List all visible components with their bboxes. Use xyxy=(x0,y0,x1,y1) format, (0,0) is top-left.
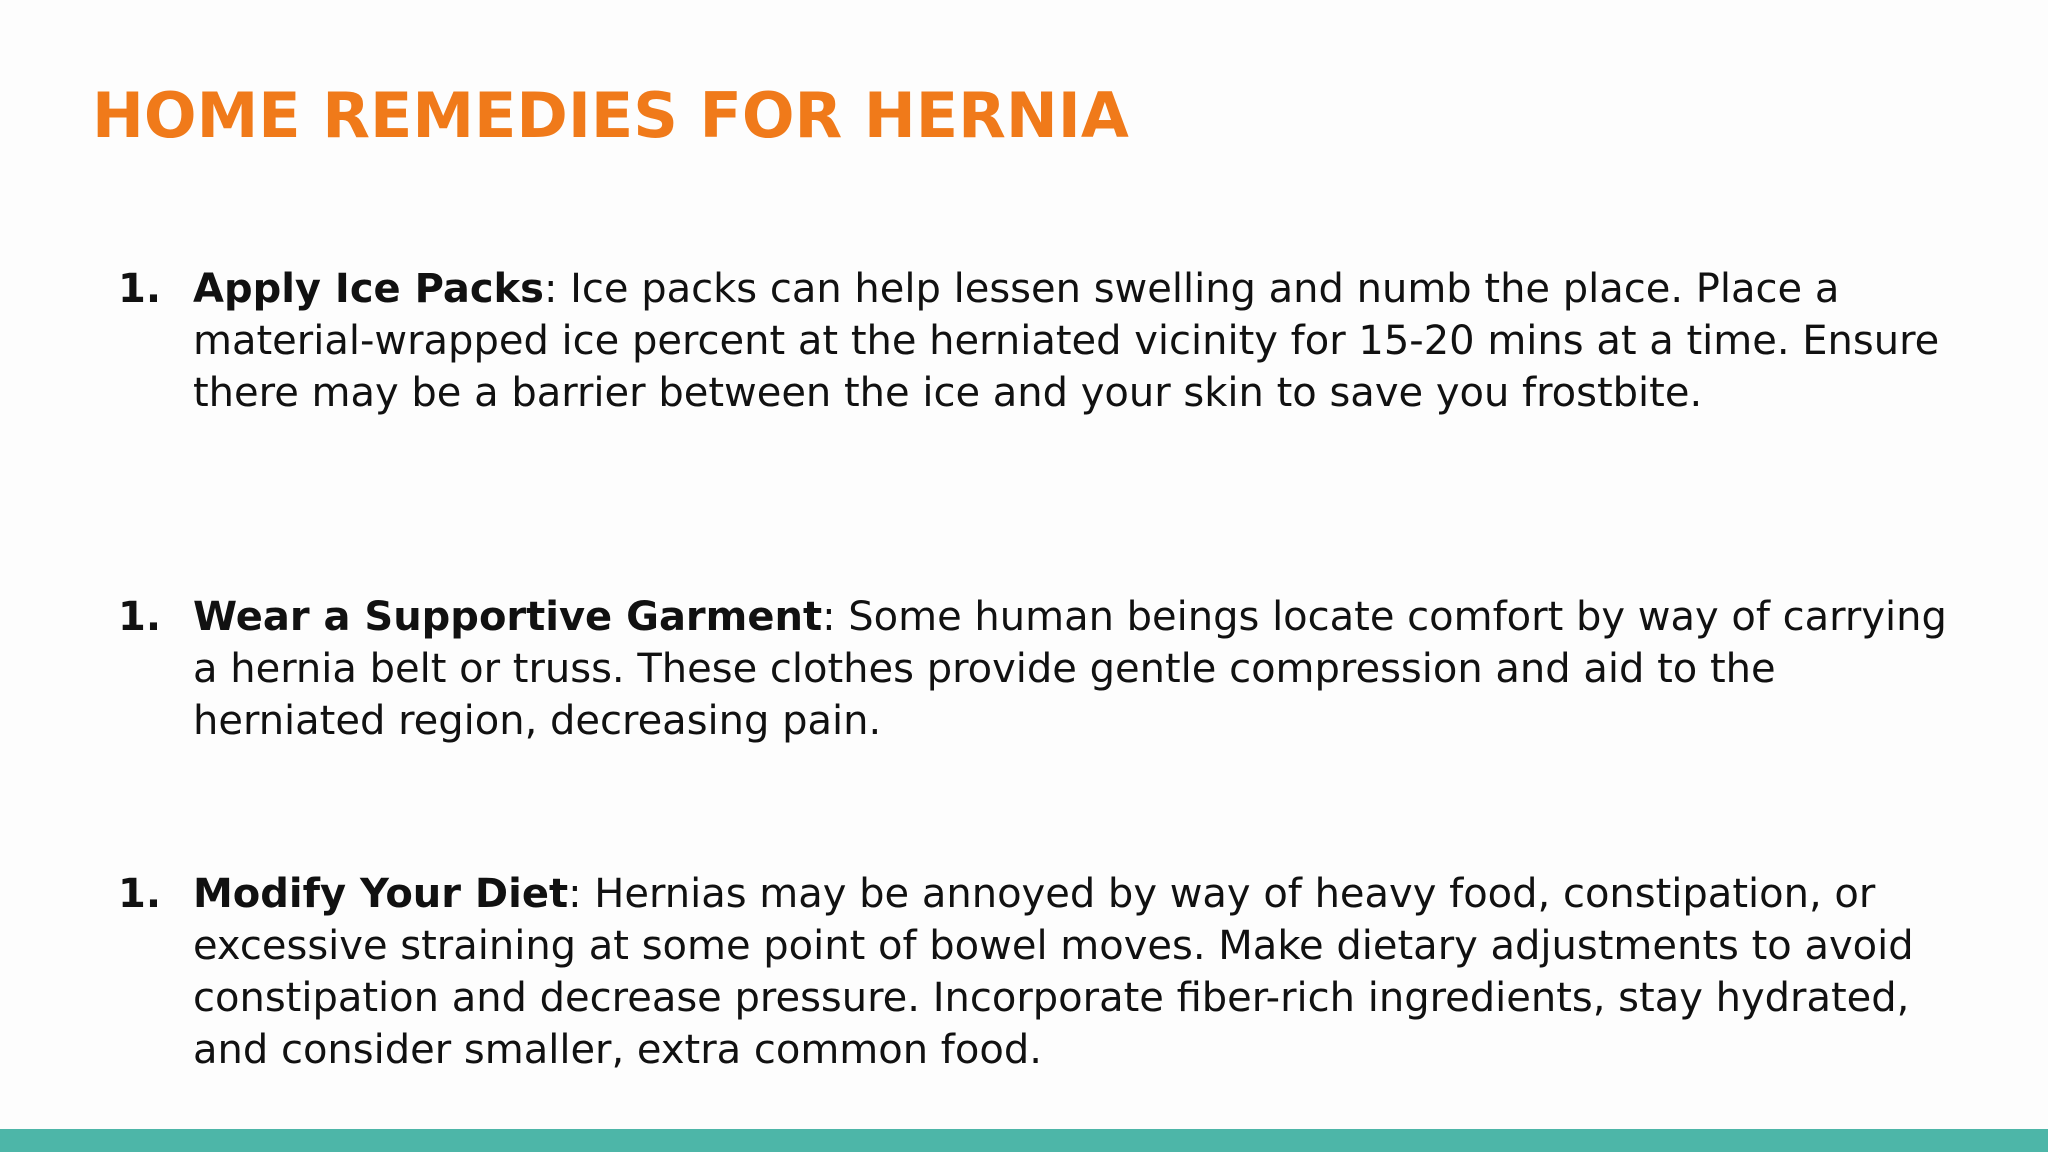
remedy-term: Modify Your Diet xyxy=(193,871,569,917)
remedy-separator: : xyxy=(543,266,558,312)
remedy-body xyxy=(193,263,1978,419)
remedy-term: Apply Ice Packs xyxy=(193,266,544,312)
remedy-text: Hernias may be annoyed by way of heavy food, constipation, or excessive straining at some point of bowel moves. Make dietary adjustments to avoid constipation and decrease pressure. Incorporate fiber-rich ingredients, stay hydrated, and consider smaller, extra common food. xyxy=(193,871,1914,1073)
list-number: 1. xyxy=(118,594,162,640)
slide-title: HOME REMEDIES FOR HERNIA xyxy=(92,79,1129,152)
remedy-term: Wear a Supportive Garment xyxy=(193,594,823,640)
remedy-separator: : xyxy=(822,594,836,640)
remedy-body xyxy=(193,591,1978,747)
remedy-item xyxy=(118,868,1978,1076)
bottom-accent-bar xyxy=(0,1129,2048,1152)
list-number: 1. xyxy=(118,266,162,312)
remedy-item xyxy=(118,263,1978,419)
remedy-text: Some human beings locate comfort by way of carrying a hernia belt or truss. These clothes provide gentle compression and aid to the herniated region, decreasing pain. xyxy=(193,594,1947,744)
remedy-text: Ice packs can help lessen swelling and numb the place. Place a material-wrapped ice percent at the herniated vicinity for 15-20 mins at a time. Ensure there may be a barrier between the ice and your skin to save you frostbite. xyxy=(193,266,1940,416)
remedy-body xyxy=(193,868,1978,1076)
remedy-item xyxy=(118,591,1978,747)
remedy-separator: : xyxy=(568,871,582,917)
list-number: 1. xyxy=(118,871,162,917)
